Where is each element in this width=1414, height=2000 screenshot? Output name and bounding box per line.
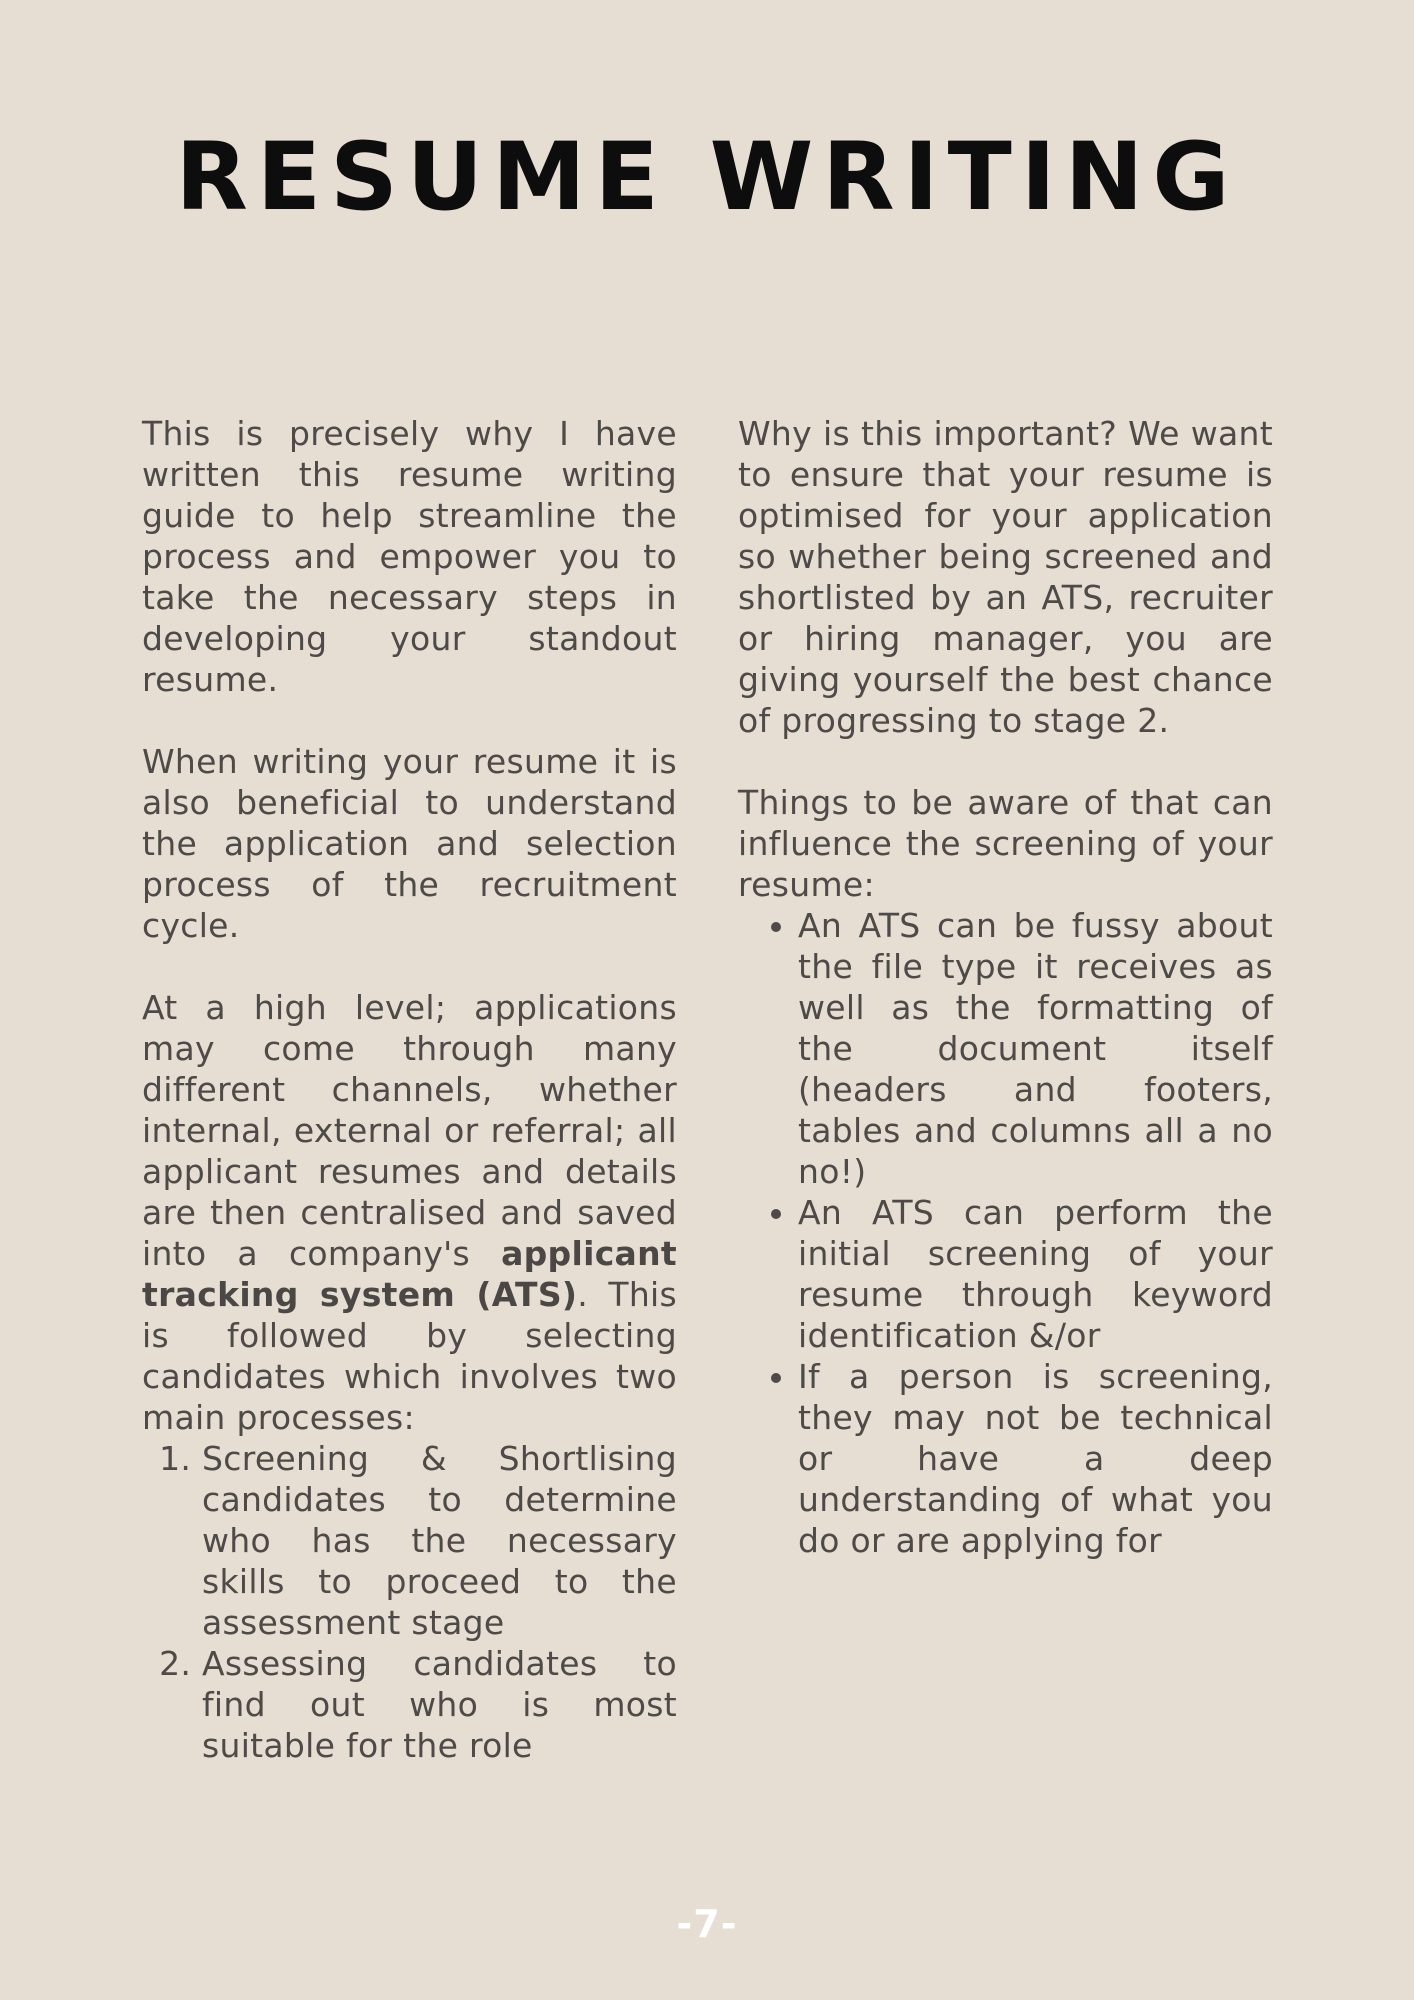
recruitment-cycle-paragraph: When writing your resume it is also beneficial to understand the application and selection process of the recruitment cycle. <box>142 742 677 945</box>
page-title: RESUME WRITING <box>175 123 1239 232</box>
screening-factors-list <box>738 905 1273 1561</box>
page-number: -7- <box>676 1902 738 1946</box>
list-item: 1. Screening & Shortlising candidates to determine who has the necessary skills to proceed to the assessment stage <box>202 1438 677 1643</box>
intro-paragraph: This is precisely why I have written this resume writing guide to help streamline the process and empower you to take the necessary steps in developing your standout resume. <box>142 414 677 699</box>
list-item: • If a person is screening, they may not be technical or have a deep understanding of what you do or are applying for <box>798 1356 1273 1561</box>
left-column <box>142 413 677 1766</box>
list-item: • An ATS can perform the initial screening of your resume through keyword identification &/or <box>798 1192 1273 1356</box>
right-column <box>738 413 1273 1561</box>
screening-factors-paragraph: Things to be aware of that can influence the screening of your resume: <box>738 783 1273 904</box>
ats-paragraph <box>142 987 677 1438</box>
ats-paragraph-end: . This is followed by selecting candidates which involves two main processes: <box>142 1275 677 1437</box>
importance-paragraph: Why is this important? We want to ensure that your resume is optimised for your application so whether being screened and shortlisted by an ATS, recruiter or hiring manager, you are giving yourself the best chance of progressing to stage 2. <box>738 414 1273 740</box>
ats-paragraph-start: At a high level; applications may come through many different channels, whether internal, external or referral; all applicant resumes and details are then centralised and saved into a company's <box>142 988 677 1273</box>
list-item: • An ATS can be fussy about the file type it receives as well as the formatting of the document itself (headers and footers, tables and columns all a no no!) <box>798 905 1273 1192</box>
selection-steps-list <box>142 1438 677 1766</box>
list-item: 2. Assessing candidates to find out who is most suitable for the role <box>202 1643 677 1766</box>
ats-term: applicant tracking system (ATS) <box>142 1234 677 1314</box>
